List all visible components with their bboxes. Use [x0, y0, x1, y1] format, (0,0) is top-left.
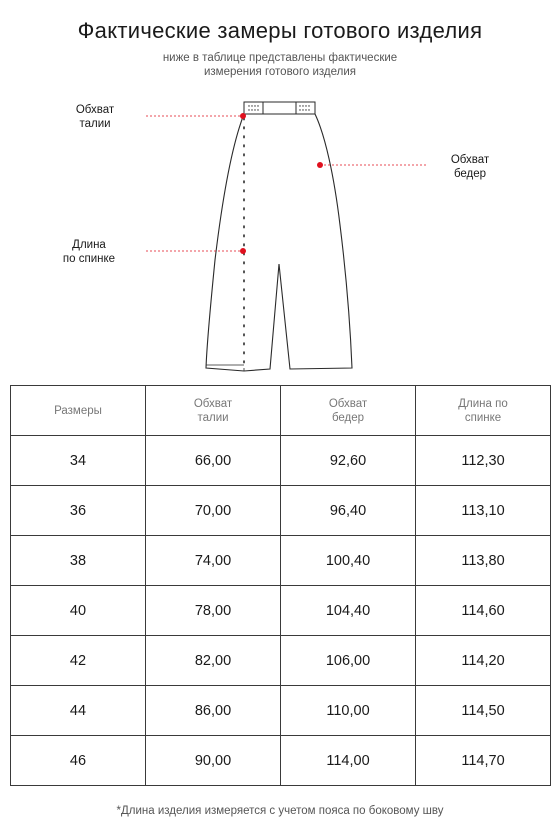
table-row: [11, 436, 551, 486]
cell-waist: 74,00: [146, 536, 281, 586]
header-length: [416, 386, 551, 436]
hips-marker: [317, 162, 323, 168]
header-waist: [146, 386, 281, 436]
callout-line: талии: [79, 118, 111, 130]
page-title: Фактические замеры готового изделия: [77, 18, 483, 43]
header-line: Длина по: [458, 397, 508, 410]
cell-length: 114,60: [416, 586, 551, 636]
cell-size: 34: [11, 436, 146, 486]
table-row: [11, 636, 551, 686]
table-row: [11, 486, 551, 536]
cell-hips: 106,00: [281, 636, 416, 686]
callout-line: Длина: [72, 239, 106, 251]
callout-line: Обхват: [75, 104, 115, 116]
callout-line: по спинке: [62, 253, 116, 265]
callout-line: бедер: [453, 168, 487, 180]
cell-hips: 114,00: [281, 736, 416, 786]
cell-hips: 104,40: [281, 586, 416, 636]
table-row: [11, 536, 551, 586]
header-line: спинке: [464, 411, 502, 424]
cell-waist: 66,00: [146, 436, 281, 486]
header-line: бедер: [331, 411, 365, 424]
waistband: [244, 102, 315, 114]
cell-hips: 96,40: [281, 486, 416, 536]
length-marker: [240, 248, 246, 254]
cell-size: 44: [11, 686, 146, 736]
cell-size: 36: [11, 486, 146, 536]
header-size: [11, 386, 146, 436]
header-hips: [281, 386, 416, 436]
header-line: Обхват: [328, 397, 368, 410]
cell-length: 113,80: [416, 536, 551, 586]
cell-length: 112,30: [416, 436, 551, 486]
cell-waist: 70,00: [146, 486, 281, 536]
cell-hips: 100,40: [281, 536, 416, 586]
cell-length: 114,70: [416, 736, 551, 786]
table-row: [11, 586, 551, 636]
cell-size: 42: [11, 636, 146, 686]
cell-length: 114,20: [416, 636, 551, 686]
callout-hips: [430, 153, 510, 181]
header-line: Размеры: [54, 404, 102, 417]
cell-hips: 110,00: [281, 686, 416, 736]
cell-waist: 86,00: [146, 686, 281, 736]
cell-waist: 82,00: [146, 636, 281, 686]
cell-size: 38: [11, 536, 146, 586]
table-row: [11, 736, 551, 786]
subtitle-line: измерения готового изделия: [203, 66, 357, 78]
table-header-row: [11, 386, 551, 436]
cell-waist: 78,00: [146, 586, 281, 636]
callout-waist: [60, 103, 130, 131]
cell-hips: 92,60: [281, 436, 416, 486]
cell-size: 46: [11, 736, 146, 786]
footnote: *Длина изделия измеряется с учетом пояса по боковому шву: [116, 805, 444, 817]
cell-length: 114,50: [416, 686, 551, 736]
size-table: [10, 385, 551, 786]
trousers-illustration: [0, 0, 560, 380]
table-row: [11, 686, 551, 736]
subtitle-line: ниже в таблице представлены фактические: [162, 52, 398, 64]
callout-length: [44, 238, 134, 266]
callout-line: Обхват: [450, 154, 490, 166]
trousers-outline: [206, 114, 352, 371]
waist-marker: [240, 113, 246, 119]
header-line: талии: [197, 411, 229, 424]
header-line: Обхват: [193, 397, 233, 410]
cell-size: 40: [11, 586, 146, 636]
cell-waist: 90,00: [146, 736, 281, 786]
cell-length: 113,10: [416, 486, 551, 536]
